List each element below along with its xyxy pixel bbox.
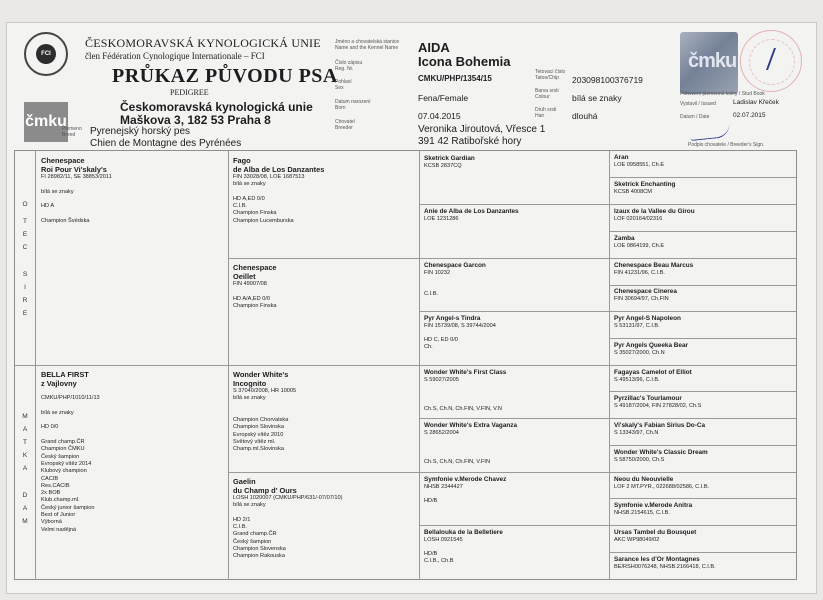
detail-line: FIN 10232 (424, 269, 451, 276)
gen4-cell-5: Chenespace Beau Marcus FIN 41231/96, C.I.B. (614, 262, 794, 277)
detail-line: FIN 30694/97, Ch.FIN (614, 295, 669, 302)
detail-line: BE/RSH0076248, NHSB.2166418, C.I.B. (614, 563, 716, 570)
detail-line: Champion Slovinska (233, 424, 284, 431)
detail-line: S 37040/2008, HR 10005 (233, 388, 297, 394)
detail-line: LOSH 0921545 (424, 536, 463, 543)
detail-line (424, 491, 607, 498)
detail-line: LOSH 1020007 (CMKU/PHP/631/-07/07/10) (233, 495, 343, 501)
detail-line (424, 330, 607, 337)
detail-line: LOE 1231286 (424, 215, 459, 222)
gen4-cell-6: Chenespace Cinerea FIN 30694/97, Ch.FIN (614, 288, 794, 303)
colour-label: Barva srsti Colour (535, 88, 559, 100)
gen4-cell-3: Izaux de la Vallee du Girou LOF 020164/02316 (614, 208, 794, 223)
breed-french: Chien de Montagne des Pyrénées (90, 138, 242, 149)
detail-line: HD/B (424, 498, 438, 505)
cmku-logo: čmku (24, 102, 68, 142)
breeder-line2: 391 42 Ratibořské hory (418, 136, 522, 147)
detail-line: KCSB 2837CQ (424, 162, 462, 169)
detail-line: HD A/A,ED 0/0 (233, 295, 270, 302)
detail-line: C.I.B. (424, 291, 438, 298)
detail-line (424, 384, 607, 391)
detail-line: Klub.champ.ml. (41, 497, 80, 504)
detail-line (41, 196, 226, 203)
detail-line (41, 417, 226, 424)
detail-line: S 53131/97, C.I.B. (614, 322, 660, 329)
detail-line: Champ.ml.Slovinska (233, 446, 284, 453)
dog-kennel: Icona Bohemia (418, 54, 511, 69)
detail-line: S 35027/2000, Ch.N (614, 349, 665, 356)
detail-line: FIN 33028/08, LOE 1687513 (233, 174, 305, 180)
detail-line: LOF 2 MT.PYR., 022688/02586, C.I.B. (614, 483, 710, 490)
detail-line: LOE 0958551, Ch.E (614, 161, 665, 168)
detail-line: CACIB (41, 475, 59, 482)
detail-line (233, 288, 417, 295)
issued-label: Vystavil / Issued (680, 101, 716, 107)
document-title: PRŮKAZ PŮVODU PSA (112, 65, 338, 87)
dam-sire-cell: Wonder White's Incognito S 37040/2008, HR 10005 bílá se znaky Champion Chorvatska Champion Slovinska Evropský vítěz 2010 Světový vítěz ml. Champ.ml.Slovinska (233, 370, 417, 454)
detail-line (424, 398, 607, 405)
detail-line: LOF 020164/02316 (614, 215, 663, 222)
gen4-cell-14: Symfonie v.Merode Anitra NHSB.2154615, C.I.B. (614, 502, 794, 517)
detail-line: HD C, ED 0/0 (424, 337, 458, 344)
sire-dam-cell: Chenespace Oeillet FIN 49007/08 HD A/A,ED 0/0 Champion Finska (233, 263, 417, 310)
dog-name: AIDA (418, 40, 450, 55)
detail-line: LOE 0864199, Ch.E (614, 242, 665, 249)
breed-czech: Pyrenejský horský pes (90, 126, 191, 137)
detail-line (424, 277, 607, 284)
gen4-cell-15: Ursas Tambel du Bousquet AKC WP98049/02 (614, 529, 794, 544)
detail-line: AKC WP98049/02 (614, 536, 660, 543)
detail-line: Ch. (424, 344, 433, 351)
detail-line (41, 210, 226, 217)
gen4-cell-10: Pyrzillac's Tourlamour S 49187/2004, FIN 27828/02, Ch.S (614, 395, 794, 410)
colour-value: bílá se znaky (572, 93, 622, 103)
gen3-cell-3: Chenespace Garcon FIN 10232 C.I.B. (424, 262, 607, 299)
breeder-label: Chovatel Breeder (335, 119, 355, 131)
detail-line: Grand champ.ČR (41, 439, 85, 446)
sex-label: Pohlaví Sex (335, 79, 352, 91)
detail-line: bílá se znaky (233, 395, 266, 402)
detail-line: HD 0/0 (41, 424, 59, 431)
detail-line: Grand champ.ČR (233, 531, 277, 538)
gen4-cell-11: Vi'skaly's Fabian Sirius Do-Ca S 13343/97, Ch.N (614, 422, 794, 437)
detail-line: Ch.S, Ch.N, Ch.FIN, V.FIN, V.N (424, 405, 502, 412)
gen4-cell-16: Sarance les d'Or Montagnes BE/RSH0076248, NHSB.2166418, C.I.B. (614, 556, 794, 571)
detail-line: FIN 49007/08 (233, 281, 267, 287)
detail-line (424, 391, 607, 398)
detail-line: Champion Slovenska (233, 546, 286, 553)
detail-line: FIN 41231/96, C.I.B. (614, 269, 665, 276)
detail-line (424, 444, 607, 451)
detail-line (424, 451, 607, 458)
detail-line: CMKU/PHP/1010/11/13 (41, 395, 100, 402)
hair-value: dlouhá (572, 111, 598, 121)
gen3-cell-2: Anie de Alba de Los Danzantes LOE 1231286 (424, 208, 607, 223)
detail-line: FIN 15739/08, S 39744/2004 (424, 322, 496, 329)
detail-line (233, 410, 417, 417)
detail-line: C.I.B. (233, 203, 247, 210)
detail-line: 2x BOB (41, 490, 61, 497)
detail-line: Český šampion (41, 453, 80, 460)
dam-dam-cell: Gaelin du Champ d' Ours LOSH 1020007 (CMKU/PHP/631/-07/07/10) bílá se znaky HD 2/1 C.I.B. Grand champ.ČR Český šampion Champion Slovenska Champion Rakouska (233, 477, 417, 561)
gen3-cell-4: Pyr Angel-s Tindra FIN 15739/08, S 39744/2004 HD C, ED 0/0 Ch. (424, 315, 607, 352)
detail-line: S 59027/2005 (424, 376, 459, 383)
detail-line: HD 2/1 (233, 516, 251, 523)
studbook-label: Potvrzení plemenné knihy / Stud Book (680, 91, 765, 97)
gen4-cell-12: Wonder White's Classic Dream S 58750/2000, Ch.S (614, 449, 794, 464)
name-label: Jméno a chovatelská stanice Name and the Kennel Name (335, 39, 400, 51)
date-label: Datum / Date (680, 114, 710, 120)
detail-line (424, 544, 607, 551)
detail-line: Champion Rakouska (233, 553, 285, 560)
detail-line (41, 388, 226, 395)
sex-value: Fena/Female (418, 93, 469, 103)
fci-logo-text: FCI (36, 44, 56, 64)
detail-line: Champion Lucemburska (233, 217, 294, 224)
detail-line: NHSB 2344427 (424, 483, 463, 490)
reg-number: CMKU/PHP/1354/15 (418, 74, 492, 83)
detail-line: Klubový champion (41, 468, 87, 475)
issuer-address: Maškova 3, 182 53 Praha 8 (120, 113, 271, 127)
detail-line: KCSB 4008CM (614, 188, 652, 195)
detail-line: bílá se znaky (233, 181, 266, 188)
dam-cell: BELLA FIRST z Vajlovny CMKU/PHP/1010/11/13 bílá se znaky HD 0/0 Grand champ.ČR Champion ČMKU Český šampion Evropský vítěz 2014 Klubový champion CACIB Res.CACIB 2x BOB Klub.champ.ml. Český junior šampion Best of Junior Výborná Velmi nadějná (41, 370, 226, 534)
hologram-stamp: čmku (680, 32, 738, 94)
sire-side-label: O T E C S I R E (22, 201, 28, 317)
detail-line: Evropský vítěz 2010 (233, 431, 284, 438)
detail-line: S 49513/96, C.I.B. (614, 376, 660, 383)
detail-line: Výborná (41, 519, 62, 526)
detail-line: Evropský vítěz 2014 (41, 460, 92, 467)
detail-line: Ch.S, Ch.N, Ch.FIN, V.FIN (424, 458, 491, 465)
detail-line: bílá se znaky (41, 188, 74, 195)
detail-line: Champion Chorvatska (233, 417, 289, 424)
detail-line (424, 284, 607, 291)
detail-line (233, 510, 417, 517)
detail-line: HD A,ED 0/0 (233, 195, 265, 202)
detail-line: HD A (41, 203, 55, 210)
detail-line: Champion Finska (233, 302, 277, 309)
gen4-cell-9: Fagayas Camelot of Elliot S 49513/96, C.I.B. (614, 369, 794, 384)
gen3-cell-8: Bellalouka de la Belletiere LOSH 0921545 HD/B C.I.B., Ch.B (424, 529, 607, 566)
breeder-sign-label: Podpis chovatele / Breeder's Sign. (688, 142, 765, 148)
detail-line (41, 432, 226, 439)
detail-line (424, 437, 607, 444)
detail-line: Velmi nadějná (41, 526, 77, 533)
tattoo-label: Tetovací číslo Tatoo/Chip (535, 69, 566, 81)
issuer-name: Českomoravská kynologická unie (120, 100, 313, 114)
detail-line: C.I.B. (233, 524, 247, 531)
detail-line: Best of Junior (41, 512, 76, 519)
pedigree-table (14, 150, 797, 580)
gen3-cell-6: Wonder White's Extra Vaganza S 28652/2004 Ch.S, Ch.N, Ch.FIN, V.FIN (424, 422, 607, 466)
gen4-cell-2: Sketrick Enchanting KCSB 4008CM (614, 181, 794, 196)
detail-line: Český junior šampion (41, 504, 95, 511)
detail-line: Res.CACIB (41, 482, 70, 489)
gen4-cell-8: Pyr Angels Queeka Bear S 35027/2000, Ch.N (614, 342, 794, 357)
breed-label: Plemeno Breed (62, 126, 82, 138)
sire-cell: Chenespace Roi Pour Vi'skaly's FI 28982/11, SE 38853/2011 bílá se znaky HD A Champion Švédska (41, 156, 226, 225)
detail-line (233, 403, 417, 410)
breeder-line1: Veronika Jiroutová, Vřesce 1 (418, 124, 546, 135)
dob-label: Datum narození Born (335, 99, 371, 111)
detail-line: bílá se znaky (233, 502, 266, 509)
hair-label: Druh srsti Hair (535, 107, 557, 119)
detail-line (41, 181, 226, 188)
reg-label: Číslo zápisu Reg. Nr. (335, 60, 363, 72)
detail-line: Champion Finska (233, 210, 277, 217)
issue-date: 02.07.2015 (733, 112, 766, 119)
detail-line: Champion Švédska (41, 217, 90, 224)
issued-by: Ladislav Křeček (733, 99, 779, 106)
sire-sire-cell: Fago de Alba de Los Danzantes FIN 33028/08, LOE 1687513 bílá se znaky HD A,ED 0/0 C.I.B. Champion Finska Champion Lucemburska (233, 156, 417, 225)
detail-line: Český šampion (233, 538, 272, 545)
detail-line: NHSB.2154615, C.I.B. (614, 509, 670, 516)
gen4-cell-13: Neou du Neouvielle LOF 2 MT.PYR., 022688/02586, C.I.B. (614, 476, 794, 491)
detail-line: Světový vítěz ml. (233, 439, 276, 446)
gen4-cell-1: Aran LOE 0958551, Ch.E (614, 154, 794, 169)
document-subtitle: PEDIGREE (170, 88, 209, 97)
detail-line: HD/B (424, 551, 438, 558)
gen3-cell-7: Symfonie v.Merode Chavez NHSB 2344427 HD/B (424, 476, 607, 505)
detail-line: S 49187/2004, FIN 27828/02, Ch.S (614, 402, 702, 409)
detail-line: S 28652/2004 (424, 429, 459, 436)
detail-line: S 13343/97, Ch.N (614, 429, 659, 436)
fci-logo (24, 32, 68, 76)
detail-line (233, 189, 417, 196)
detail-line: Champion ČMKU (41, 446, 85, 453)
tattoo-value: 203098100376719 (572, 75, 643, 85)
gen3-cell-5: Wonder White's First Class S 59027/2005 Ch.S, Ch.N, Ch.FIN, V.FIN, V.N (424, 369, 607, 413)
detail-line: C.I.B., Ch.B (424, 558, 454, 565)
gen4-cell-4: Zamba LOE 0864199, Ch.E (614, 235, 794, 250)
gen3-cell-1: Sketrick Gardian KCSB 2837CQ (424, 155, 607, 170)
fci-membership: člen Fédération Cynologique Internationale – FCI (85, 51, 265, 61)
detail-line: FI 28982/11, SE 38853/2011 (41, 174, 112, 180)
detail-line: bílá se znaky (41, 409, 74, 416)
dob-value: 07.04.2015 (418, 111, 461, 121)
detail-line (41, 403, 226, 410)
gen4-cell-7: Pyr Angel-S Napoleon S 53131/97, C.I.B. (614, 315, 794, 330)
detail-line: S 58750/2000, Ch.S (614, 456, 665, 463)
dam-side-label: M A T K A D A M (22, 413, 28, 525)
org-name: ČESKOMORAVSKÁ KYNOLOGICKÁ UNIE (85, 36, 321, 50)
